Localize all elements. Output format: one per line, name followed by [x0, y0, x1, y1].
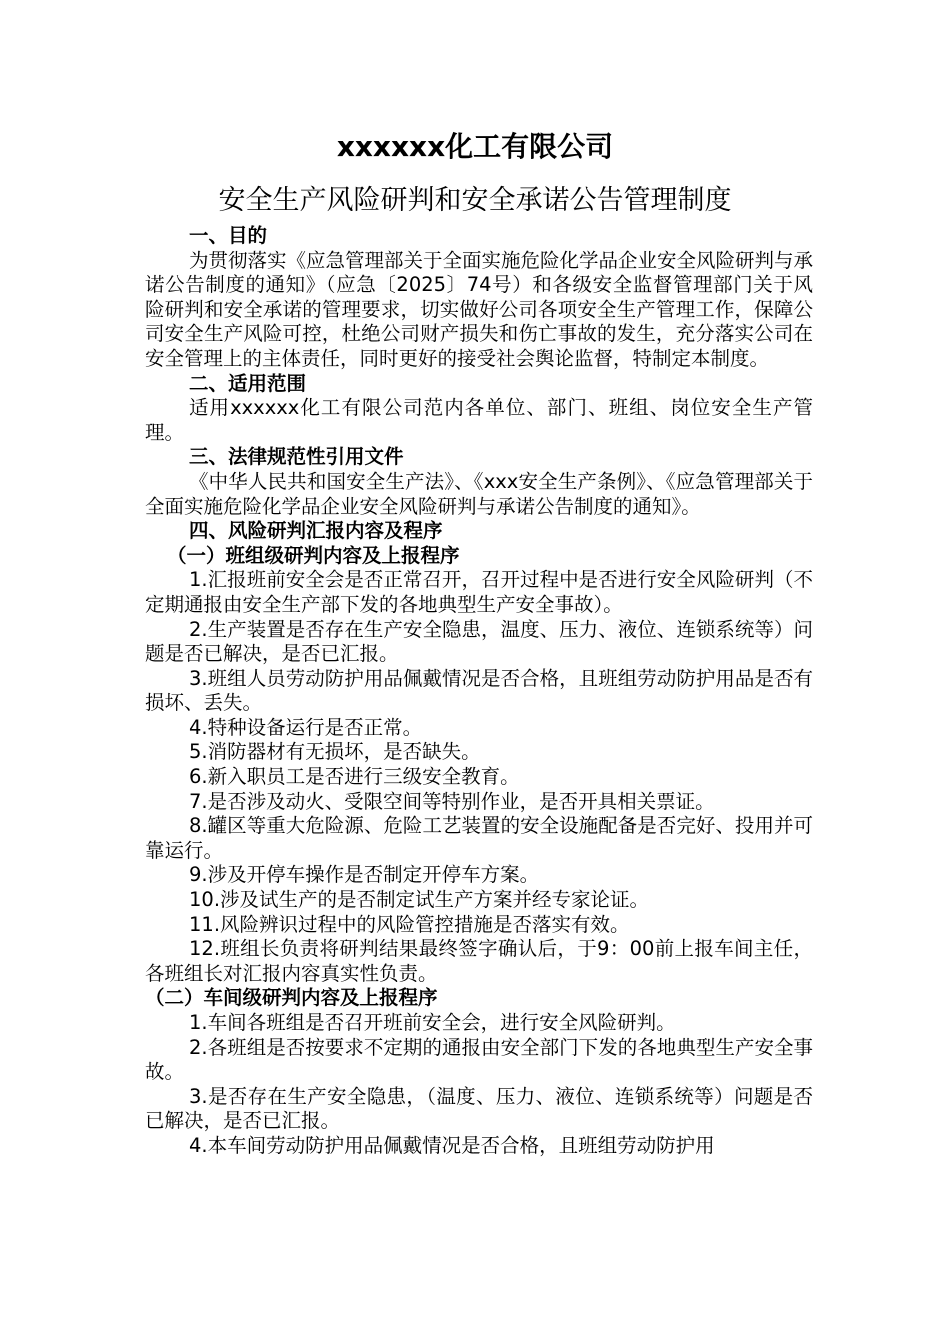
paragraph: 《中华人民共和国安全生产法》、《xxx安全生产条例》、《应急管理部关于全面实施危险化学品企业安全风险研判与承诺公告制度的通知》。 [145, 469, 813, 518]
paragraph: 10.涉及试生产的是否制定试生产方案并经专家论证。 [189, 888, 650, 912]
paragraph: 1.车间各班组是否召开班前安全会，进行安全风险研判。 [189, 1011, 676, 1034]
paragraph: 9.涉及开停车操作是否制定开停车方案。 [189, 863, 540, 887]
document-title: 安全生产风险研判和安全承诺公告管理制度 [218, 185, 732, 216]
section-heading: 二、适用范围 [189, 371, 307, 395]
paragraph: 6.新入职员工是否进行三级安全教育。 [189, 765, 520, 789]
company-title: xxxxxx化工有限公司 [336, 130, 614, 163]
paragraph: 2.生产装置是否存在生产安全隐患，温度、压力、液位、连锁系统等）问题是否已解决，是否已汇报。 [145, 617, 813, 666]
section-heading: 四、风险研判汇报内容及程序 [189, 519, 443, 543]
paragraph: 为贯彻落实《应急管理部关于全面实施危险化学品企业安全风险研判与承诺公告制度的通知》（应急〔2025〕74号）和各级安全监督管理部门关于风险研判和安全承诺的管理要求，切实做好公司各项安全生产管理工作，保障公司安全生产风险可控，杜绝公司财产损失和伤亡事故的发生，充分落实公司在安全管理上的主体责任，同时更好的接受社会舆论监督，特制定本制度。 [145, 248, 814, 370]
paragraph: 1.汇报班前安全会是否正常召开，召开过程中是否进行安全风险研判（不定期通报由安全生产部下发的各地典型生产安全事故）。 [145, 568, 813, 616]
paragraph: 8.罐区等重大危险源、危险工艺装置的安全设施配备是否完好、投用并可靠运行。 [145, 814, 813, 862]
paragraph: 适用xxxxxx化工有限公司范内各单位、部门、班组、岗位安全生产管理。 [145, 396, 813, 444]
paragraph: 2.各班组是否按要求不定期的通报由安全部门下发的各地典型生产安全事故。 [145, 1035, 813, 1084]
paragraph: 7.是否涉及动火、受限空间等特别作业，是否开具相关票证。 [189, 789, 715, 813]
paragraph: 11.风险辨识过程中的风险管控措施是否落实有效。 [189, 912, 630, 936]
document-body [145, 224, 813, 1159]
paragraph: 3.是否存在生产安全隐患，（温度、压力、液位、连锁系统等）问题是否已解决，是否已汇报。 [145, 1084, 813, 1133]
section-heading: （一）班组级研判内容及上报程序 [167, 543, 460, 567]
paragraph: 12.班组长负责将研判结果最终签字确认后，于9：00前上报车间主任，各班组长对汇报内容真实性负责。 [145, 937, 813, 985]
section-heading: （二）车间级研判内容及上报程序 [145, 986, 438, 1010]
paragraph: 4.本车间劳动防护用品佩戴情况是否合格，且班组劳动防护用 [189, 1133, 715, 1157]
paragraph: 5.消防器材有无损坏，是否缺失。 [189, 740, 481, 764]
paragraph: 3.班组人员劳动防护用品佩戴情况是否合格，且班组劳动防护用品是否有损坏、丢失。 [145, 666, 813, 715]
section-heading: 一、目的 [189, 224, 268, 247]
section-heading: 三、法律规范性引用文件 [189, 445, 404, 469]
paragraph: 4.特种设备运行是否正常。 [189, 715, 423, 739]
